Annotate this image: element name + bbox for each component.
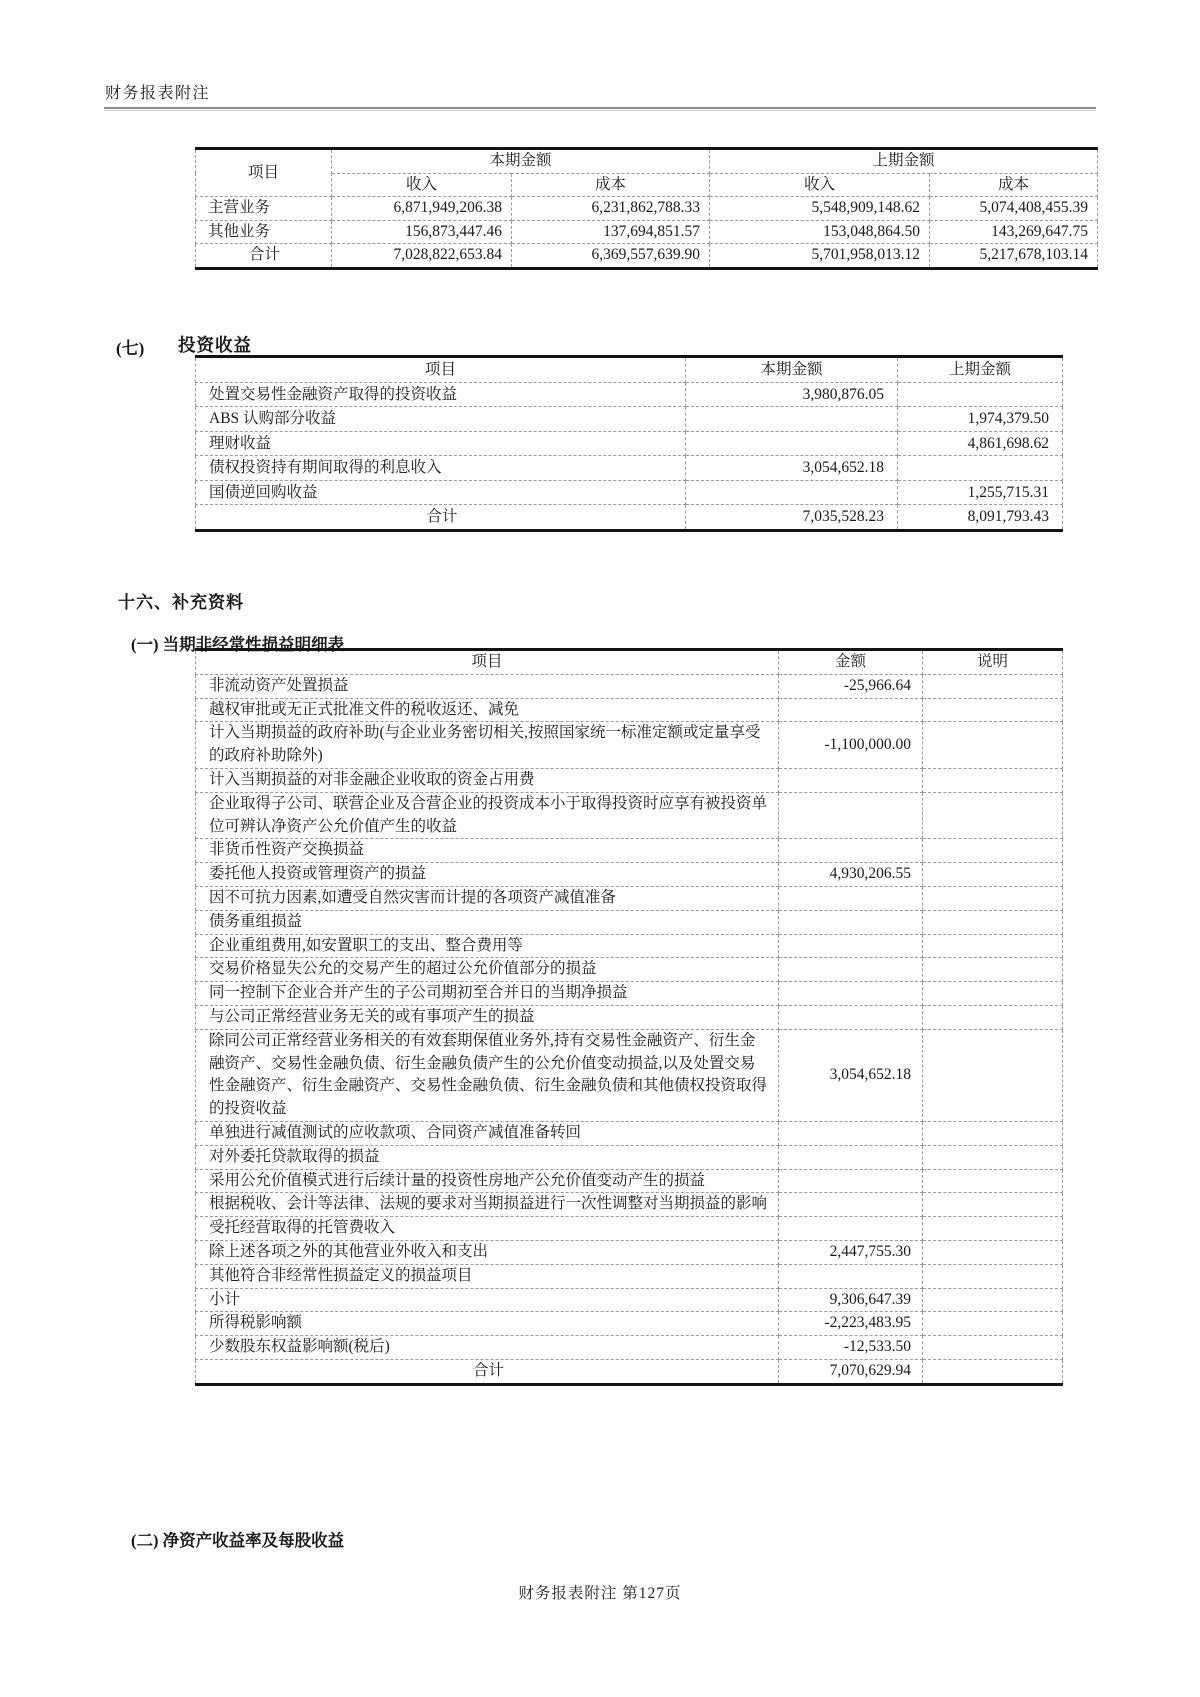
table-row: [196, 1240, 1063, 1264]
table-row: [196, 407, 1063, 432]
cell-item: 采用公允价值模式进行后续计量的投资性房地产公允价值变动产生的损益: [196, 1169, 779, 1193]
cell-note: [923, 768, 1063, 792]
cell-amount: [779, 768, 923, 792]
cell-note: [923, 1312, 1063, 1336]
cell-prior: 1,974,379.50: [898, 407, 1063, 432]
cell-item: 单独进行减值测试的应收款项、合同资产减值准备转回: [196, 1121, 779, 1145]
cell-pri_income: 153,048,864.50: [710, 220, 930, 244]
cell-pri_income: 5,548,909,148.62: [710, 197, 930, 221]
cell-note: [923, 698, 1063, 722]
table-row: [196, 934, 1063, 958]
cell-cur_cost: 6,369,557,639.90: [512, 244, 710, 269]
table-header-row: [196, 149, 1098, 174]
cell-note: [923, 1193, 1063, 1217]
column-header-item: 项目: [196, 149, 332, 197]
cell-amount: -1,100,000.00: [779, 722, 923, 769]
cell-item: 企业取得子公司、联营企业及合营企业的投资成本小于取得投资时应享有被投资单位可辨认净资产公允价值产生的收益: [196, 792, 779, 839]
cell-item: 因不可抗力因素,如遭受自然灾害而计提的各项资产减值准备: [196, 886, 779, 910]
cell-pri_income: 5,701,958,013.12: [710, 244, 930, 269]
table-row: [196, 1193, 1063, 1217]
table-row: [196, 1169, 1063, 1193]
table-row: [196, 674, 1063, 698]
column-header-cost: 成本: [930, 173, 1098, 197]
cell-item: 同一控制下企业合并产生的子公司期初至合并日的当期净损益: [196, 982, 779, 1006]
cell-item: ABS 认购部分收益: [196, 407, 686, 432]
section-16-1-title: (一) 当期非经常性损益明细表: [131, 635, 345, 654]
cell-cur_income: 6,871,949,206.38: [332, 197, 512, 221]
table-row: [196, 220, 1098, 244]
cell-prior: [898, 456, 1063, 481]
page-footer: 财务报表附注 第127页: [518, 1585, 682, 1602]
table-row: [196, 1005, 1063, 1029]
table-row: [196, 1264, 1063, 1288]
column-header-prior-period: 上期金额: [710, 149, 1098, 174]
cell-item: 除上述各项之外的其他营业外收入和支出: [196, 1240, 779, 1264]
investment-income-table: [195, 355, 1063, 532]
cell-item: 委托他人投资或管理资产的损益: [196, 863, 779, 887]
cell-amount: [779, 698, 923, 722]
cell-item: 企业重组费用,如安置职工的支出、整合费用等: [196, 934, 779, 958]
cell-current: 3,054,652.18: [686, 456, 898, 481]
cell-prior: 4,861,698.62: [898, 431, 1063, 456]
column-header-income: 收入: [710, 173, 930, 197]
cell-amount: [779, 886, 923, 910]
header-rule: [104, 107, 1096, 111]
column-header-item: 项目: [196, 650, 779, 675]
cell-item: 处置交易性金融资产取得的投资收益: [196, 382, 686, 407]
column-header-current-amount: 本期金额: [686, 357, 898, 383]
cell-amount: -2,223,483.95: [779, 1312, 923, 1336]
cell-cur_income: 156,873,447.46: [332, 220, 512, 244]
cell-item: 合计: [196, 1359, 779, 1384]
cell-amount: [779, 1005, 923, 1029]
table-row: [196, 863, 1063, 887]
cell-amount: 3,054,652.18: [779, 1029, 923, 1121]
cell-pri_cost: 143,269,647.75: [930, 220, 1098, 244]
cell-amount: 7,070,629.94: [779, 1359, 923, 1384]
table-row: [196, 958, 1063, 982]
table-row: [196, 792, 1063, 839]
cell-note: [923, 1005, 1063, 1029]
table-row: [196, 244, 1098, 269]
cell-note: [923, 839, 1063, 863]
cell-item: 非货币性资产交换损益: [196, 839, 779, 863]
cell-note: [923, 1240, 1063, 1264]
cell-cur_income: 7,028,822,653.84: [332, 244, 512, 269]
cell-note: [923, 910, 1063, 934]
table-row: [196, 982, 1063, 1006]
table-row: [196, 1029, 1063, 1121]
revenue-cost-table: [195, 147, 1098, 270]
table-row: [196, 886, 1063, 910]
cell-item: 国债逆回购收益: [196, 480, 686, 505]
cell-note: [923, 1169, 1063, 1193]
cell-cur_cost: 6,231,862,788.33: [512, 197, 710, 221]
cell-item: 其他符合非经常性损益定义的损益项目: [196, 1264, 779, 1288]
cell-note: [923, 934, 1063, 958]
cell-amount: [779, 934, 923, 958]
cell-note: [923, 1264, 1063, 1288]
cell-amount: [779, 982, 923, 1006]
cell-note: [923, 1121, 1063, 1145]
section-16-2-title: (二) 净资产收益率及每股收益: [131, 1531, 345, 1550]
column-header-item: 项目: [196, 357, 686, 383]
cell-current: [686, 431, 898, 456]
cell-item: 根据税收、会计等法律、法规的要求对当期损益进行一次性调整对当期损益的影响: [196, 1193, 779, 1217]
cell-note: [923, 1288, 1063, 1312]
non-recurring-items-table: [195, 648, 1063, 1386]
cell-item: 交易价格显失公允的交易产生的超过公允价值部分的损益: [196, 958, 779, 982]
cell-amount: [779, 792, 923, 839]
cell-amount: [779, 1145, 923, 1169]
cell-note: [923, 792, 1063, 839]
cell-note: [923, 722, 1063, 769]
page-header-title: 财务报表附注: [105, 85, 211, 102]
cell-current: 7,035,528.23: [686, 505, 898, 531]
cell-pri_cost: 5,074,408,455.39: [930, 197, 1098, 221]
cell-amount: [779, 1264, 923, 1288]
cell-item: 债务重组损益: [196, 910, 779, 934]
table-row: [196, 722, 1063, 769]
cell-amount: [779, 1121, 923, 1145]
column-header-note: 说明: [923, 650, 1063, 675]
section-7-number: (七): [116, 339, 145, 358]
cell-item: 计入当期损益的政府补助(与企业业务密切相关,按照国家统一标准定额或定量享受的政府补助除外): [196, 722, 779, 769]
table-row: [196, 1121, 1063, 1145]
table-row: [196, 1145, 1063, 1169]
cell-item: 非流动资产处置损益: [196, 674, 779, 698]
cell-amount: -25,966.64: [779, 674, 923, 698]
cell-item: 对外委托贷款取得的损益: [196, 1145, 779, 1169]
table-header-row: [196, 650, 1063, 675]
cell-item: 与公司正常经营业务无关的或有事项产生的损益: [196, 1005, 779, 1029]
table-row: [196, 1288, 1063, 1312]
table-row: [196, 1336, 1063, 1360]
section-7-title: 投资收益: [178, 335, 252, 355]
column-header-cost: 成本: [512, 173, 710, 197]
section-16-title: 十六、补充资料: [118, 593, 244, 612]
cell-item: 其他业务: [196, 220, 332, 244]
cell-item: 合计: [196, 505, 686, 531]
cell-item: 小计: [196, 1288, 779, 1312]
table-row: [196, 456, 1063, 481]
cell-note: [923, 1359, 1063, 1384]
table-row: [196, 1217, 1063, 1241]
table-row: [196, 197, 1098, 221]
cell-note: [923, 863, 1063, 887]
cell-prior: 1,255,715.31: [898, 480, 1063, 505]
cell-item: 主营业务: [196, 197, 332, 221]
cell-item: 越权审批或无正式批准文件的税收返还、减免: [196, 698, 779, 722]
table-header-row: [196, 357, 1063, 383]
cell-item: 合计: [196, 244, 332, 269]
cell-prior: [898, 382, 1063, 407]
cell-note: [923, 1145, 1063, 1169]
cell-amount: [779, 1169, 923, 1193]
cell-amount: [779, 1217, 923, 1241]
cell-amount: 9,306,647.39: [779, 1288, 923, 1312]
cell-note: [923, 1336, 1063, 1360]
cell-item: 除同公司正常经营业务相关的有效套期保值业务外,持有交易性金融资产、衍生金融资产、交易性金融负债、衍生金融负债产生的公允价值变动损益,以及处置交易性金融资产、衍生金融资产、交易性金融负债、衍生金融负债和其他债权投资取得的投资收益: [196, 1029, 779, 1121]
cell-amount: [779, 958, 923, 982]
cell-note: [923, 674, 1063, 698]
table-row: [196, 431, 1063, 456]
cell-current: [686, 407, 898, 432]
table-row: [196, 382, 1063, 407]
table-row: [196, 910, 1063, 934]
column-header-amount: 金额: [779, 650, 923, 675]
cell-amount: [779, 839, 923, 863]
table-row: [196, 480, 1063, 505]
cell-note: [923, 958, 1063, 982]
table-row: [196, 505, 1063, 531]
cell-item: 所得税影响额: [196, 1312, 779, 1336]
table-row: [196, 839, 1063, 863]
cell-cur_cost: 137,694,851.57: [512, 220, 710, 244]
cell-amount: 2,447,755.30: [779, 1240, 923, 1264]
table-row: [196, 1312, 1063, 1336]
table-row: [196, 768, 1063, 792]
cell-amount: 4,930,206.55: [779, 863, 923, 887]
cell-amount: [779, 910, 923, 934]
cell-item: 计入当期损益的对非金融企业收取的资金占用费: [196, 768, 779, 792]
cell-item: 受托经营取得的托管费收入: [196, 1217, 779, 1241]
cell-current: 3,980,876.05: [686, 382, 898, 407]
table-row: [196, 1359, 1063, 1384]
cell-item: 少数股东权益影响额(税后): [196, 1336, 779, 1360]
cell-item: 理财收益: [196, 431, 686, 456]
cell-pri_cost: 5,217,678,103.14: [930, 244, 1098, 269]
cell-note: [923, 1217, 1063, 1241]
cell-current: [686, 480, 898, 505]
column-header-prior-amount: 上期金额: [898, 357, 1063, 383]
cell-item: 债权投资持有期间取得的利息收入: [196, 456, 686, 481]
cell-prior: 8,091,793.43: [898, 505, 1063, 531]
cell-note: [923, 886, 1063, 910]
cell-amount: [779, 1193, 923, 1217]
table-row: [196, 698, 1063, 722]
column-header-income: 收入: [332, 173, 512, 197]
table-subheader-row: [196, 173, 1098, 197]
cell-amount: -12,533.50: [779, 1336, 923, 1360]
cell-note: [923, 982, 1063, 1006]
cell-note: [923, 1029, 1063, 1121]
column-header-current-period: 本期金额: [332, 149, 710, 174]
